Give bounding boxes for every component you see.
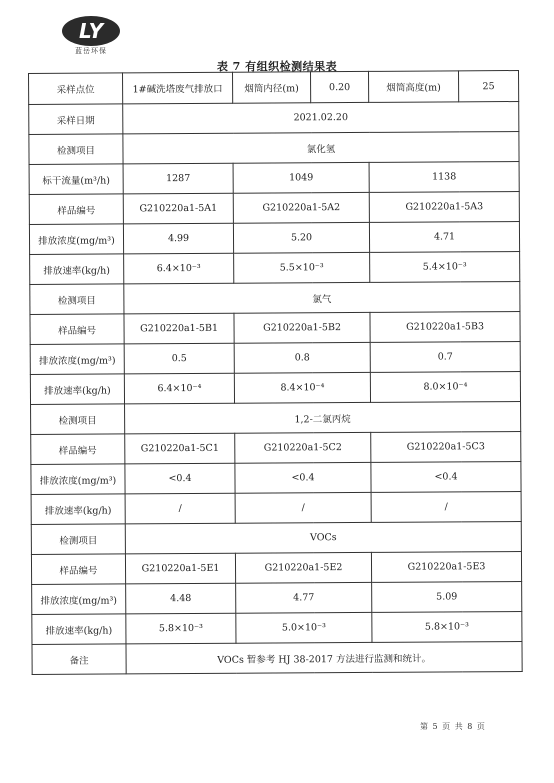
- item-label: 检测项目: [31, 524, 125, 555]
- remarks-label: 备注: [32, 644, 126, 675]
- concentration-value: 4.48: [126, 583, 236, 614]
- conc-label: 排放浓度(mg/m³): [31, 464, 125, 495]
- rate-label: 排放速率(kg/h): [32, 614, 126, 645]
- table-row: [29, 192, 519, 225]
- table-row: [29, 132, 519, 165]
- table-row: [31, 401, 521, 434]
- rate-value: /: [235, 492, 371, 523]
- rate-value: 5.8×10⁻³: [126, 613, 236, 644]
- rate-label: 排放速率(kg/h): [30, 254, 124, 285]
- table-row: [29, 71, 519, 105]
- sample-id: G210220a1-5A2: [233, 192, 369, 223]
- table-row: [31, 551, 521, 584]
- sample-id: G210220a1-5C1: [125, 433, 235, 464]
- rate-value: 5.8×10⁻³: [372, 611, 522, 642]
- table-row: [29, 222, 519, 255]
- table-row: [29, 102, 519, 135]
- flow-value: 1049: [233, 162, 369, 193]
- table-row: [30, 341, 520, 374]
- table-row: [31, 461, 521, 494]
- sample-id: G210220a1-5B1: [124, 313, 234, 344]
- concentration-value: 4.77: [236, 582, 372, 613]
- table-row: [30, 281, 520, 314]
- rate-value: /: [371, 491, 521, 522]
- item-label: 检测项目: [31, 404, 125, 435]
- table-row: [32, 611, 522, 644]
- sample-id: G210220a1-5B2: [234, 312, 370, 343]
- results-table-body: [29, 71, 523, 675]
- height-label: 烟筒高度(m): [368, 71, 458, 103]
- concentration-value: <0.4: [125, 463, 235, 494]
- sample-label: 样品编号: [31, 434, 125, 465]
- sample-id: G210220a1-5C2: [235, 432, 371, 463]
- sample-id: G210220a1-5E1: [125, 553, 235, 584]
- table-row: [31, 521, 521, 554]
- concentration-value: <0.4: [235, 462, 371, 493]
- sample-id: G210220a1-5C3: [371, 431, 521, 462]
- table-row: [32, 581, 522, 614]
- sample-id: G210220a1-5A3: [369, 192, 519, 223]
- logo-mark: LY: [78, 19, 104, 43]
- flow-value: 1138: [369, 162, 519, 193]
- item-label: 检测项目: [29, 134, 123, 165]
- page-number: 第 5 页 共 8 页: [420, 722, 486, 731]
- brand-name: 蓝岳环保: [75, 47, 107, 55]
- concentration-value: 4.99: [123, 223, 233, 254]
- flow-value: 1287: [123, 163, 233, 194]
- rate-value: 8.0×10⁻⁴: [370, 371, 520, 402]
- table-row: [30, 371, 520, 404]
- rate-value: /: [125, 493, 235, 524]
- results-table-sheet: [28, 70, 523, 675]
- concentration-value: 5.20: [233, 222, 369, 253]
- table-row: [32, 641, 522, 674]
- point-label: 采样点位: [29, 73, 123, 105]
- sample-label: 样品编号: [29, 194, 123, 225]
- sample-id: G210220a1-5E2: [235, 552, 371, 583]
- height-value: 25: [458, 71, 518, 102]
- rate-value: 6.4×10⁻⁴: [124, 373, 234, 404]
- concentration-value: 0.8: [234, 342, 370, 373]
- diameter-label: 烟筒内径(m): [232, 72, 310, 103]
- concentration-value: 4.71: [369, 222, 519, 253]
- sample-id: G210220a1-5E3: [371, 551, 521, 582]
- table-row: [30, 311, 520, 344]
- conc-label: 排放浓度(mg/m³): [29, 224, 123, 255]
- table-row: [29, 162, 519, 195]
- sample-id: G210220a1-5A1: [123, 193, 233, 224]
- item-name: 氯气: [124, 281, 520, 313]
- date-label: 采样日期: [29, 104, 123, 135]
- rate-value: 6.4×10⁻³: [124, 253, 234, 284]
- table-row: [31, 491, 521, 524]
- concentration-value: 5.09: [372, 581, 522, 612]
- concentration-value: <0.4: [371, 461, 521, 492]
- rate-value: 5.0×10⁻³: [236, 612, 372, 643]
- conc-label: 排放浓度(mg/m³): [30, 344, 124, 375]
- date-value: 2021.02.20: [123, 102, 519, 134]
- sample-label: 样品编号: [31, 554, 125, 585]
- concentration-value: 0.7: [370, 341, 520, 372]
- rate-value: 5.4×10⁻³: [370, 252, 520, 283]
- item-label: 检测项目: [30, 284, 124, 315]
- rate-label: 排放速率(kg/h): [30, 374, 124, 405]
- flow-label: 标干流量(m³/h): [29, 164, 123, 195]
- item-name: 氯化氢: [123, 132, 519, 164]
- sample-label: 样品编号: [30, 314, 124, 345]
- conc-label: 排放浓度(mg/m³): [32, 584, 126, 615]
- table-row: [30, 252, 520, 285]
- sample-id: G210220a1-5B3: [370, 311, 520, 342]
- rate-label: 排放速率(kg/h): [31, 494, 125, 525]
- table-title: 表 7 有组织检测结果表: [216, 60, 338, 73]
- concentration-value: 0.5: [124, 343, 234, 374]
- item-name: 1,2-二氯丙烷: [125, 401, 521, 433]
- rate-value: 8.4×10⁻⁴: [234, 372, 370, 403]
- results-table: [28, 70, 523, 675]
- rate-value: 5.5×10⁻³: [234, 252, 370, 283]
- point-value: 1#碱洗塔废气排放口: [123, 72, 233, 104]
- diameter-value: 0.20: [310, 71, 368, 102]
- remarks-text: VOCs 暂参考 HJ 38-2017 方法进行监测和统计。: [126, 641, 522, 673]
- item-name: VOCs: [125, 521, 521, 553]
- table-row: [31, 431, 521, 464]
